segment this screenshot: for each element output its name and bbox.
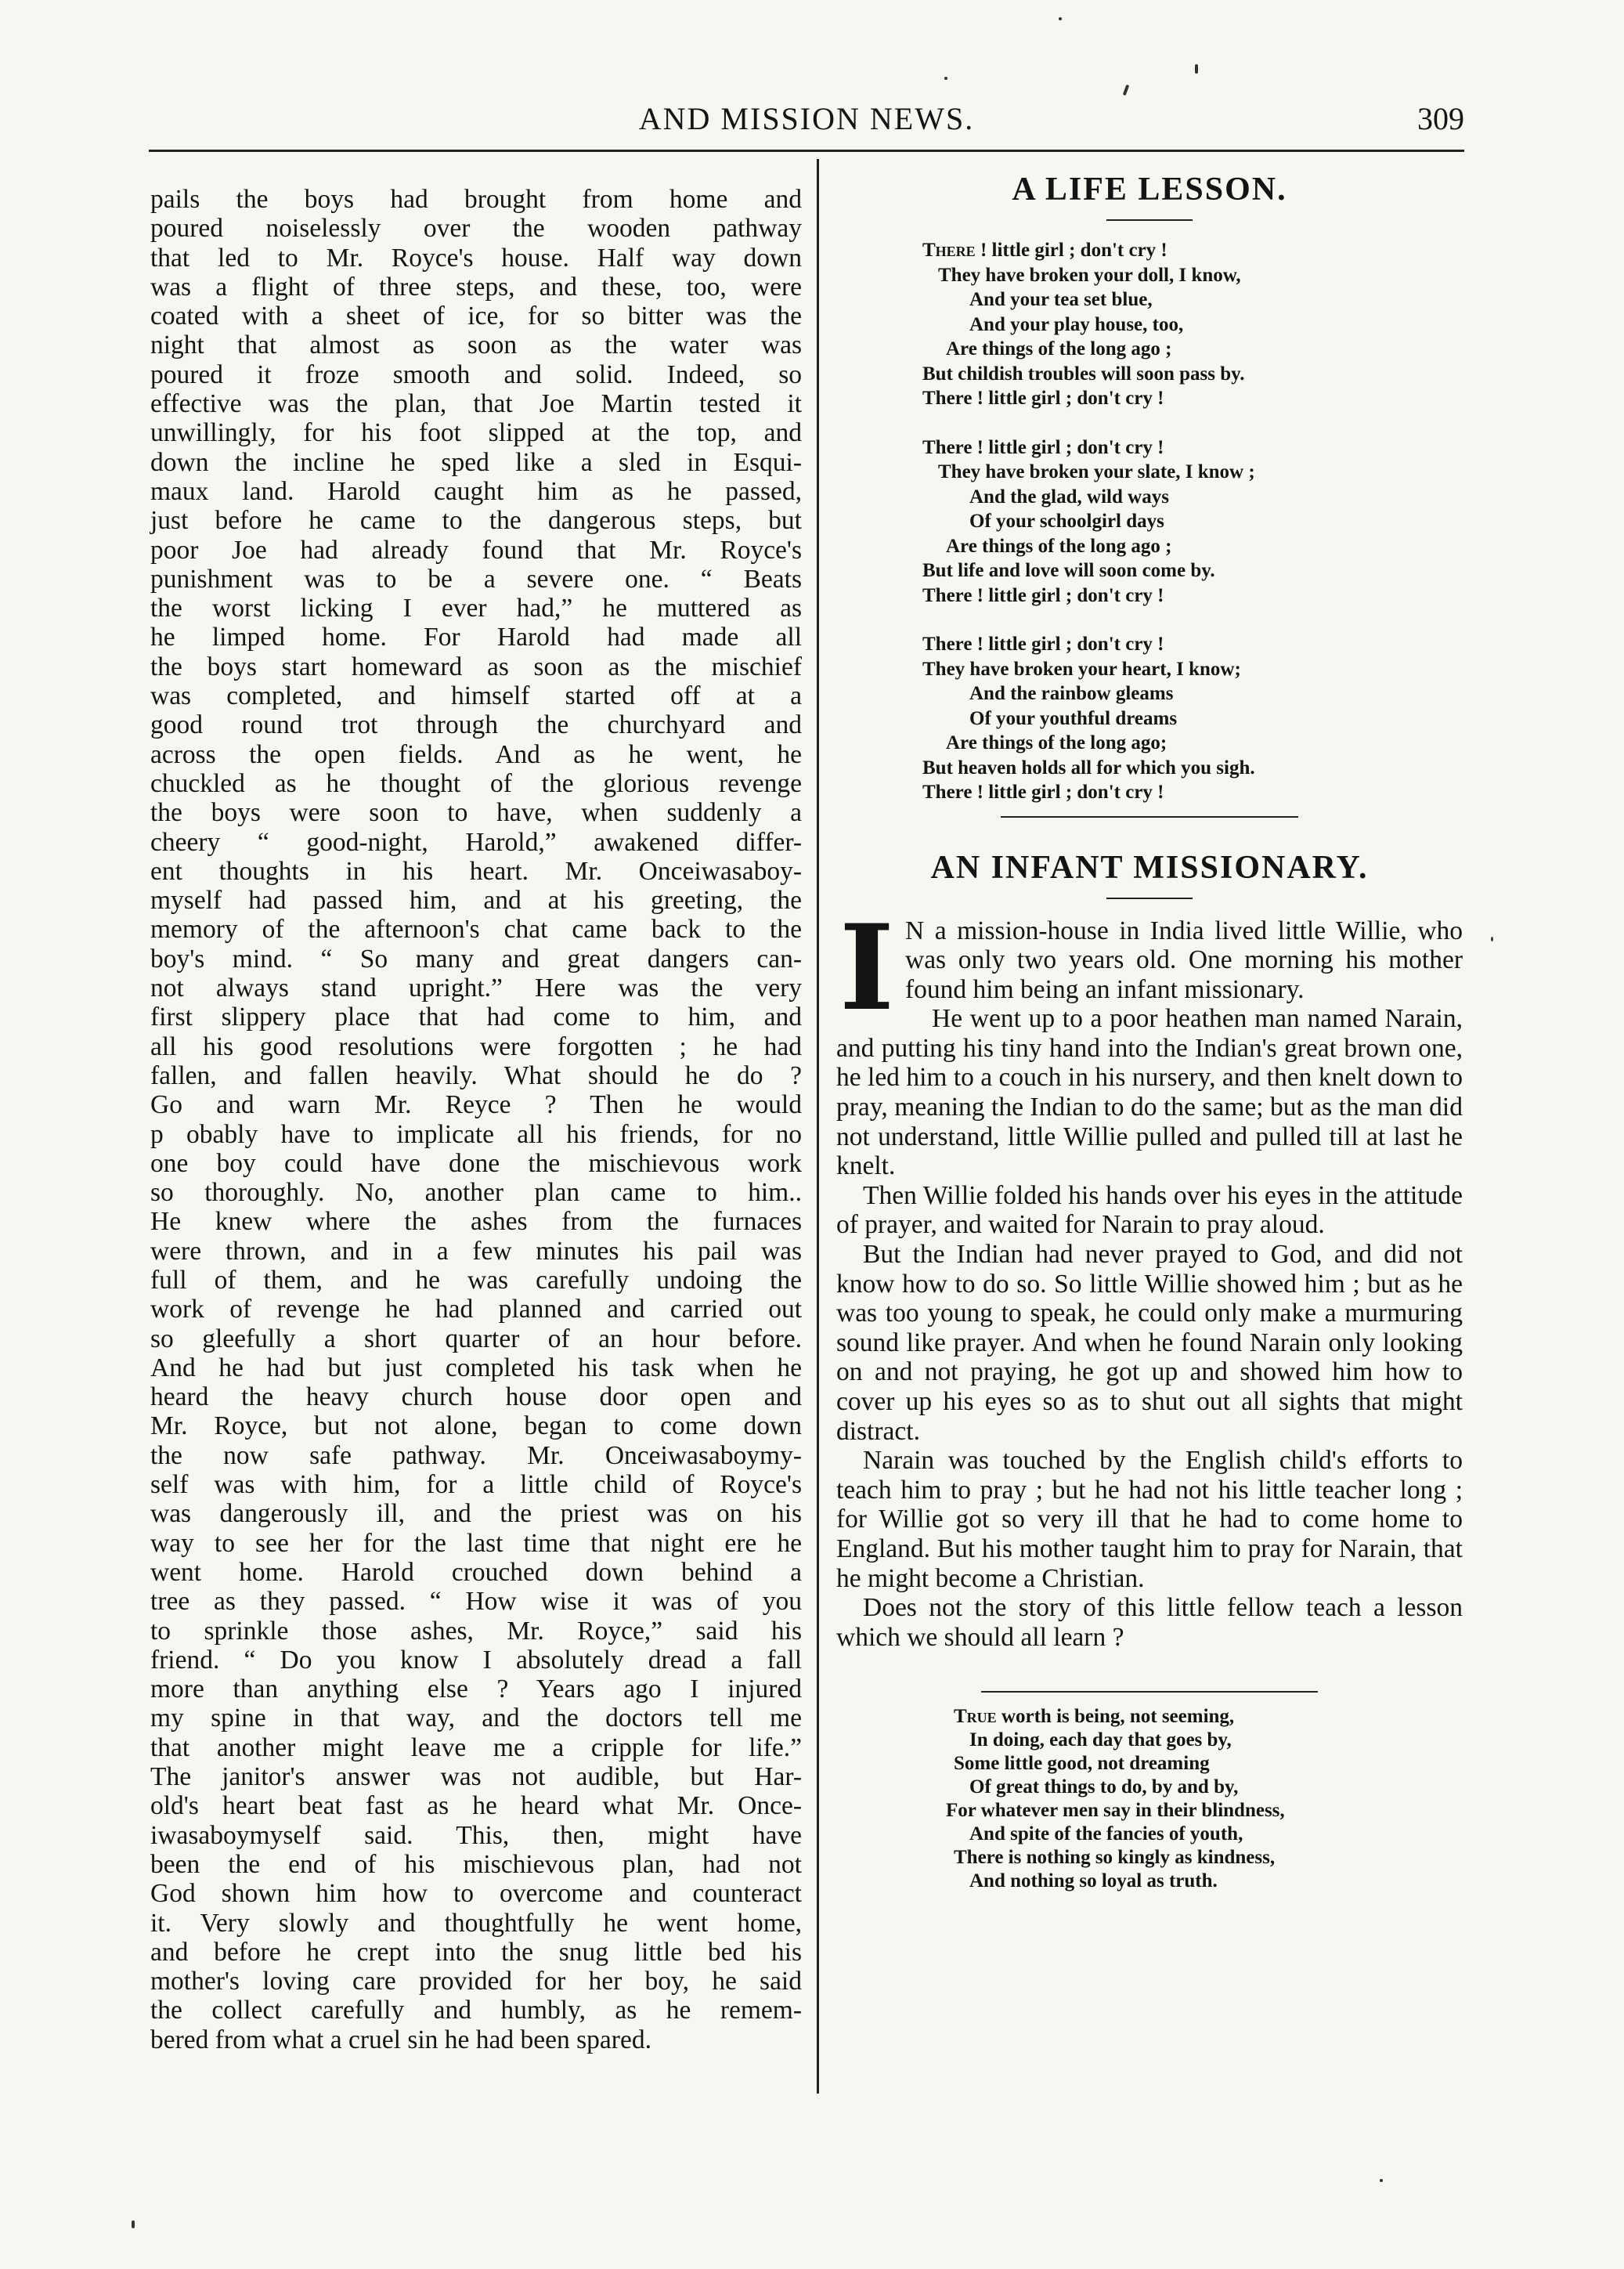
drop-cap: I xyxy=(839,898,895,1037)
poem-line: Of your youthful dreams xyxy=(969,707,1178,729)
text-line: across the open fields. And as he went, he xyxy=(150,739,802,769)
text-line: cheery “ good-night, Harold,” awakened differ- xyxy=(150,827,802,857)
text-line: so gleefully a short quarter of an hour before. xyxy=(150,1324,802,1353)
poem-line: And the rainbow gleams xyxy=(969,683,1174,704)
paragraph: Then Willie folded his hands over his eyes in the attitude of prayer, and waited for Narain to pray aloud. xyxy=(836,1180,1463,1240)
text-line: The janitor's answer was not audible, but Har- xyxy=(150,1762,802,1792)
poem-line: Are things of the long ago ; xyxy=(946,535,1172,557)
text-line: the now safe pathway. Mr. Onceiwasaboymy- xyxy=(150,1440,802,1470)
paragraph xyxy=(836,898,1463,1037)
poem-line: There ! little girl ; don't cry ! xyxy=(922,436,1164,458)
stanza xyxy=(922,238,1463,411)
verse-line: worth is being, not seeming, xyxy=(996,1706,1235,1728)
text-line: one boy could have done the mischievous work xyxy=(150,1148,802,1178)
text-line: memory of the afternoon's chat came back to the xyxy=(150,915,802,945)
text-line: was dangerously ill, and the priest was on his xyxy=(150,1499,802,1529)
stanza xyxy=(922,632,1463,805)
text-line: iwasaboymyself said. This, then, might have xyxy=(150,1820,802,1850)
text-line: myself had passed him, and at his greeting, the xyxy=(150,886,802,916)
poem-line: They have broken your heart, I know; xyxy=(922,658,1241,680)
poem-line: They have broken your doll, I know, xyxy=(938,264,1241,286)
right-column xyxy=(836,171,1463,1893)
poem-line: But heaven holds all for which you sigh. xyxy=(922,757,1255,779)
text-line: p obably have to implicate all his friends, for no xyxy=(150,1119,802,1149)
text-line: self was with him, for a little child of Royce's xyxy=(150,1470,802,1500)
life-lesson-poem xyxy=(836,238,1463,805)
infant-missionary-title: AN INFANT MISSIONARY. xyxy=(930,849,1369,886)
verse-line: In doing, each day that goes by, xyxy=(969,1729,1232,1751)
text-line: that another might leave me a cripple for life.” xyxy=(150,1732,802,1762)
header-rule xyxy=(149,150,1464,152)
ink-speck xyxy=(944,77,947,80)
text-line: boy's mind. “ So many and great dangers can- xyxy=(150,944,802,974)
text-line: ent thoughts in his heart. Mr. Onceiwasaboy- xyxy=(150,856,802,886)
closing-verse xyxy=(836,1705,1463,1893)
text-line: coated with a sheet of ice, for so bitter was the xyxy=(150,302,802,331)
poem-line: And your tea set blue, xyxy=(969,289,1153,310)
poem-line: There ! little girl ; don't cry ! xyxy=(922,634,1164,655)
poem-line: There ! little girl ; don't cry ! xyxy=(922,584,1164,606)
text-line: the boys start homeward as soon as the mischief xyxy=(150,652,802,681)
ink-speck xyxy=(1195,64,1198,74)
text-line: way to see her for the last time that night ere he xyxy=(150,1528,802,1558)
verse-line: For whatever men say in their blindness, xyxy=(946,1800,1285,1822)
text-line: effective was the plan, that Joe Martin tested it xyxy=(150,389,802,419)
text-line: fallen, and fallen heavily. What should he do ? xyxy=(150,1060,802,1090)
text-line: mother's loving care provided for her boy, he said xyxy=(150,1967,802,1996)
text-line: Mr. Royce, but not alone, began to come down xyxy=(150,1411,802,1441)
ink-speck xyxy=(1059,17,1062,20)
text-line: been the end of his mischievous plan, had not xyxy=(150,1849,802,1879)
text-line: he limped home. For Harold had made all xyxy=(150,623,802,652)
text-line: the boys were soon to have, when suddenly a xyxy=(150,798,802,828)
text-line: went home. Harold crouched down behind a xyxy=(150,1557,802,1587)
title-rule xyxy=(1106,898,1193,899)
poem-line: Are things of the long ago; xyxy=(946,732,1167,753)
page-header xyxy=(149,92,1464,139)
ink-speck xyxy=(1380,2179,1383,2182)
text-line: tree as they passed. “ How wise it was of you xyxy=(150,1587,802,1617)
life-lesson-title: A LIFE LESSON. xyxy=(1012,172,1287,208)
text-line: was a flight of three steps, and these, too, were xyxy=(150,272,802,302)
poem-line: Of your schoolgirl days xyxy=(969,511,1164,532)
verse-line: Some little good, not dreaming xyxy=(954,1753,1210,1775)
poem-line: There ! little girl ; don't cry ! xyxy=(922,388,1164,409)
section-separator xyxy=(1001,816,1298,818)
verse-line: And spite of the fancies of youth, xyxy=(969,1823,1243,1845)
text-line: my spine in that way, and the doctors tell me xyxy=(150,1704,802,1733)
ink-speck xyxy=(1491,937,1493,941)
text-line: the collect carefully and humbly, as he remem- xyxy=(150,1996,802,2025)
text-line: bered from what a cruel sin he had been spared. xyxy=(150,2025,651,2054)
text-line: unwillingly, for his foot slipped at the top, and xyxy=(150,418,802,448)
text-line: And he had but just completed his task when he xyxy=(150,1353,802,1382)
text-line: He knew where the ashes from the furnaces xyxy=(150,1207,802,1237)
text-line: work of revenge he had planned and carried out xyxy=(150,1295,802,1324)
text-line: it. Very slowly and thoughtfully he went home, xyxy=(150,1908,802,1938)
verse-line: There is nothing so kingly as kindness, xyxy=(954,1847,1276,1869)
paragraph-text: N a mission-house in India lived little Willie, who was only two years old. One morning his mother found him being an infant missionary. xyxy=(905,916,1463,1004)
poem-line: ! little girl ; don't cry ! xyxy=(975,240,1167,261)
title-rule xyxy=(1106,219,1193,221)
poem-line: And your play house, too, xyxy=(969,313,1184,335)
page-number: 309 xyxy=(1417,101,1464,136)
left-column-story xyxy=(150,185,802,2054)
text-line: chuckled as he thought of the glorious revenge xyxy=(150,768,802,798)
small-caps-word: True xyxy=(954,1706,997,1728)
text-line: just before he came to the dangerous steps, but xyxy=(150,506,802,536)
paragraph: He went up to a poor heathen man named Narain, and putting his tiny hand into the Indian's great brown one, he led him to a couch in his nursery, and then knelt down to pray, meaning the Indian to do the same; but as the man did not understand, little Willie pulled and pulled till at last he knelt. xyxy=(836,1004,1463,1181)
poem-line: But childish troubles will soon pass by. xyxy=(922,363,1245,385)
text-line: the worst licking I ever had,” he muttered as xyxy=(150,594,802,623)
running-head: AND MISSION NEWS. xyxy=(638,101,975,136)
text-line: heard the heavy church house door open and xyxy=(150,1382,802,1412)
text-line: all his good resolutions were forgotten ; he had xyxy=(150,1032,802,1061)
text-line: first slippery place that had come to him, and xyxy=(150,1003,802,1032)
text-line: poured noiselessly over the wooden pathway xyxy=(150,214,802,244)
infant-missionary-story xyxy=(836,898,1463,1653)
poem-line: And the glad, wild ways xyxy=(969,486,1169,508)
text-line: Go and warn Mr. Reyce ? Then he would xyxy=(150,1090,802,1120)
text-line: good round trot through the churchyard and xyxy=(150,710,802,740)
ink-speck xyxy=(132,2220,135,2228)
poem-line: There ! little girl ; don't cry ! xyxy=(922,782,1164,803)
text-line: not always stand upright.” Here was the very xyxy=(150,974,802,1003)
text-line: down the incline he sped like a sled in Esqui- xyxy=(150,447,802,477)
text-line: pails the boys had brought from home and xyxy=(150,185,802,214)
poem-line: But life and love will soon come by. xyxy=(922,560,1215,581)
text-line: was completed, and himself started off at a xyxy=(150,681,802,711)
text-line: were thrown, and in a few minutes his pail was xyxy=(150,1236,802,1266)
verse-line: Of great things to do, by and by, xyxy=(969,1776,1239,1798)
text-line: full of them, and he was carefully undoing the xyxy=(150,1265,802,1295)
verse-line: And nothing so loyal as truth. xyxy=(969,1870,1218,1892)
text-line: and before he crept into the snug little bed his xyxy=(150,1937,802,1967)
section-separator xyxy=(981,1691,1318,1693)
text-line: poor Joe had already found that Mr. Royce's xyxy=(150,535,802,565)
text-line: maux land. Harold caught him as he passed, xyxy=(150,476,802,506)
text-line: so thoroughly. No, another plan came to him.. xyxy=(150,1178,802,1208)
paragraph: But the Indian had never prayed to God, and did not know how to do so. So little Willie showed him ; but as he was too young to speak, he could only make a murmuring sound like prayer. And when he found Narain only looking on and not praying, he got up and showed him how to cover up his eyes so as to shut out all sights that might distract. xyxy=(836,1240,1463,1446)
text-line: poured it froze smooth and solid. Indeed, so xyxy=(150,359,802,389)
paragraph: Narain was touched by the English child's efforts to teach him to pray ; but he had not his little teacher long ; for Willie got so very ill that he had to come home to England. But his mother taught him to pray for Narain, that he might become a Christian. xyxy=(836,1446,1463,1593)
text-line: friend. “ Do you know I absolutely dread a fall xyxy=(150,1645,802,1675)
small-caps-word: There xyxy=(922,240,976,261)
text-line: God shown him how to overcome and counteract xyxy=(150,1879,802,1909)
poem-line: Are things of the long ago ; xyxy=(946,338,1172,359)
text-line: that led to Mr. Royce's house. Half way down xyxy=(150,243,802,273)
paragraph: Does not the story of this little fellow teach a lesson which we should all learn ? xyxy=(836,1593,1463,1652)
text-line: old's heart beat fast as he heard what Mr. Once- xyxy=(150,1791,802,1821)
poem-line: They have broken your slate, I know ; xyxy=(938,461,1255,482)
stanza xyxy=(922,435,1463,609)
text-line: to sprinkle those ashes, Mr. Royce,” said his xyxy=(150,1616,802,1646)
column-rule xyxy=(817,159,819,2094)
text-line: more than anything else ? Years ago I injured xyxy=(150,1675,802,1704)
text-line: punishment was to be a severe one. “ Beats xyxy=(150,564,802,594)
text-line: night that almost as soon as the water was xyxy=(150,331,802,360)
